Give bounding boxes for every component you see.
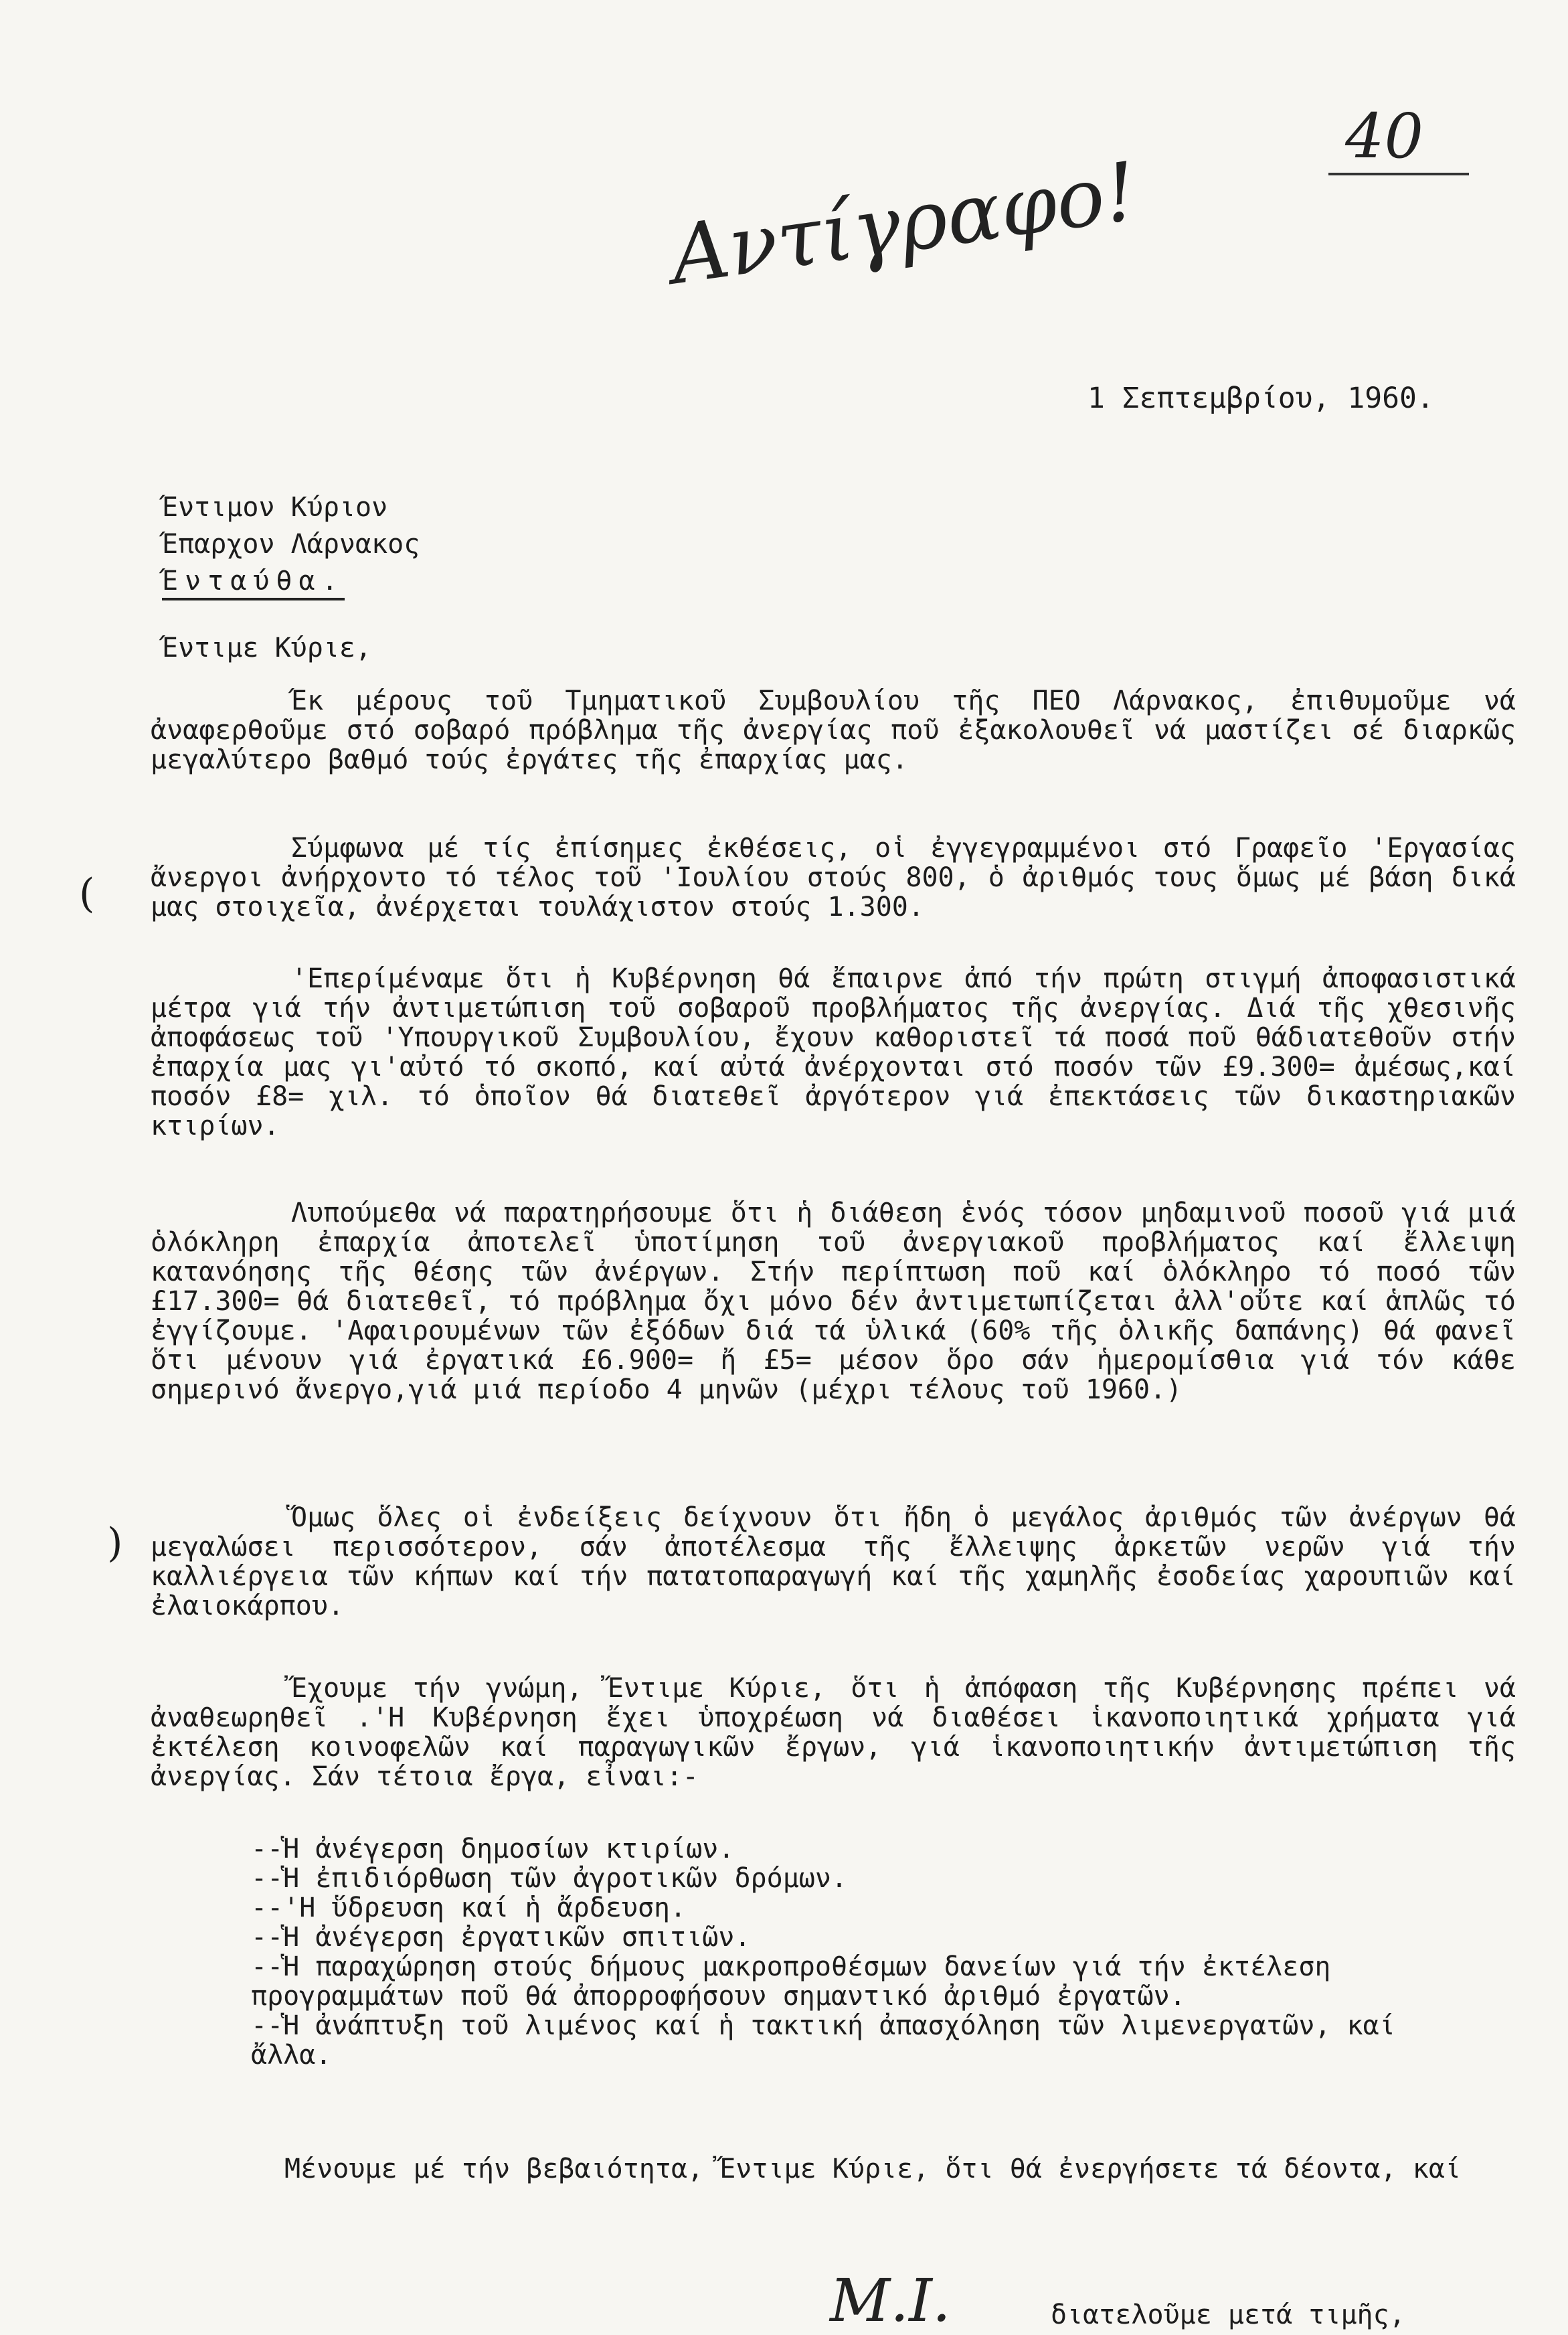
list-item: --Ἡ ἀνέγερση ἐργατικῶν σπιτιῶν. [251, 1922, 751, 1953]
recipient-line-1: Έντιμον Κύριον [162, 492, 388, 523]
paragraph-2: Σύμφωνα μέ τίς ἐπίσημες ἐκθέσεις, οἱ ἐγγεγραμμένοι στό Γραφεῖο 'Εργασίας ἄνεργοι ἀνήρχοντο τό τέλος τοῦ 'Ιουλίου στούς 800, ὁ ἀριθμός τους ὅμως μέ βάση δικά μας στοιχεῖα, ἀνέρχεται τουλάχιστον στούς 1.300. [151, 833, 1516, 922]
works-list [251, 1834, 1489, 2070]
margin-mark: ) [107, 1520, 123, 1566]
list-item: --Ἡ ἀνέγερση δημοσίων κτιρίων. [251, 1834, 735, 1864]
handwritten-copy-note: Αντίγραφο! [665, 145, 1143, 303]
closing-paragraph: Μένουμε μέ τήν βεβαιότητα, Ἔντιμε Κύριε, ὅτι θά ἐνεργήσετε τά δέοντα, καί [284, 2154, 1461, 2184]
recipient-line-2: Έπαρχον Λάρνακος [162, 529, 420, 560]
sign-off: διατελοῦμε μετά τιμῆς, [1051, 2300, 1405, 2330]
paragraph-1: Έκ μέρους τοῦ Τμηματικοῦ Συμβουλίου τῆς ΠΕΟ Λάρνακος, ἐπιθυμοῦμε νά ἀναφερθοῦμε στό σοβαρό πρόβλημα τῆς ἀνεργίας ποῦ ἐξακολουθεῖ νά μαστίζει σέ διαρκῶς μεγαλύτερο βαθμό τούς ἐργάτες τῆς ἐπαρχίας μας. [151, 686, 1516, 775]
handwritten-page-number: 40 [1345, 100, 1424, 172]
page-number-underline [1328, 173, 1469, 175]
paragraph-6: Ἔχουμε τήν γνώμη, Ἔντιμε Κύριε, ὅτι ἡ ἀπόφαση τῆς Κυβέρνησης πρέπει νά ἀναθεωρηθεῖ .'Η Κυβέρνηση ἔχει ὑποχρέωση νά διαθέσει ἱκανοποιητικά χρήματα γιά ἐκτέλεση κοινοφελῶν καί παραγωγικῶν ἔργων, γιά ἱκανοποιητικήν ἀντιμετώπιση τῆς ἀνεργίας. Σάν τέτοια ἔργα, εἶναι:- [151, 1673, 1516, 1792]
list-item: --Ἡ παραχώρηση στούς δήμους μακροπροθέσμων δανείων γιά τήν ἐκτέλεση προγραμμάτων ποῦ θά ἀπορροφήσουν σημαντικό ἀριθμό ἐργατῶν. [251, 1951, 1331, 2012]
list-item: --Ἡ ἐπιδιόρθωση τῶν ἀγροτικῶν δρόμων. [251, 1863, 848, 1894]
salutation: Έντιμε Κύριε, [162, 633, 372, 663]
paragraph-4: Λυπούμεθα νά παρατηρήσουμε ὅτι ἡ διάθεση ἑνός τόσον μηδαμινοῦ ποσοῦ γιά μιά ὁλόκληρη ἐπαρχία ἀποτελεῖ ὑποτίμηση τοῦ ἀνεργιακοῦ προβλήματος καί ἔλλειψη κατανόησης τῆς θέσης τῶν ἀνέργων. Στήν περίπτωση ποῦ καί ὁλόκληρο τό ποσό τῶν £17.300= θά διατεθεῖ, τό πρόβλημα ὄχι μόνο δέν ἀντιμετωπίζεται ἀλλ'οὔτε καί ἁπλῶς τό ἐγγίζουμε. 'Αφαιρουμένων τῶν ἐξόδων διά τά ὑλικά (60% τῆς ὁλικῆς δαπάνης) θά φανεῖ ὅτι μένουν γιά ἐργατικά £6.900= ἤ £5= μέσον ὅρο σάν ἡμερομίσθια γιά τόν κάθε σημερινό ἄνεργο,γιά μιά περίοδο 4 μηνῶν (μέχρι τέλους τοῦ 1960.) [151, 1198, 1516, 1405]
letter-date: 1 Σεπτεμβρίου, 1960. [1087, 382, 1434, 415]
paragraph-3: 'Επερίμέναμε ὅτι ἡ Κυβέρνηση θά ἔπαιρνε ἀπό τήν πρώτη στιγμή ἀποφασιστικά μέτρα γιά τήν ἀντιμετώπιση τοῦ σοβαροῦ προβλήματος τῆς ἀνεργίας. Διά τῆς χθεσινῆς ἀποφάσεως τοῦ 'Υπουργικοῦ Συμβουλίου, ἔχουν καθοριστεῖ τά ποσά ποῦ θάδιατεθοῦν στήν ἐπαρχία μας γι'αὐτό τό σκοπό, καί αὐτά ἀνέρχονται στό ποσόν τῶν £9.300= ἀμέσως,καί ποσόν £8= χιλ. τό ὁποῖον θά διατεθεῖ ἀργότερον γιά ἐπεκτάσεις τῶν δικαστηριακῶν κτιρίων. [151, 963, 1516, 1141]
list-item: --'Η ὕδρευση καί ἡ ἄρδευση. [251, 1893, 687, 1923]
margin-mark: ( [79, 870, 95, 917]
list-item: --Ἡ ἀνάπτυξη τοῦ λιμένος καί ἡ τακτική ἀπασχόληση τῶν λιμενεργατῶν, καί ἄλλα. [251, 2010, 1395, 2071]
handwritten-signature: Μ.Ι. [830, 2266, 951, 2335]
paragraph-5: Ὅμως ὅλες οἱ ἐνδείξεις δείχνουν ὅτι ἤδη ὁ μεγάλος ἀριθμός τῶν ἀνέργων θά μεγαλώσει περισσότερον, σάν ἀποτέλεσμα τῆς ἔλλειψης ἀρκετῶν νερῶν γιά τήν καλλιέργεια τῶν κήπων καί τήν πατατοπαραγωγή καί τῆς χαμηλῆς ἐσοδείας χαρουπιῶν καί ἐλαιοκάρπου. [151, 1502, 1516, 1621]
recipient-line-3: Ένταύθα. [162, 566, 345, 600]
